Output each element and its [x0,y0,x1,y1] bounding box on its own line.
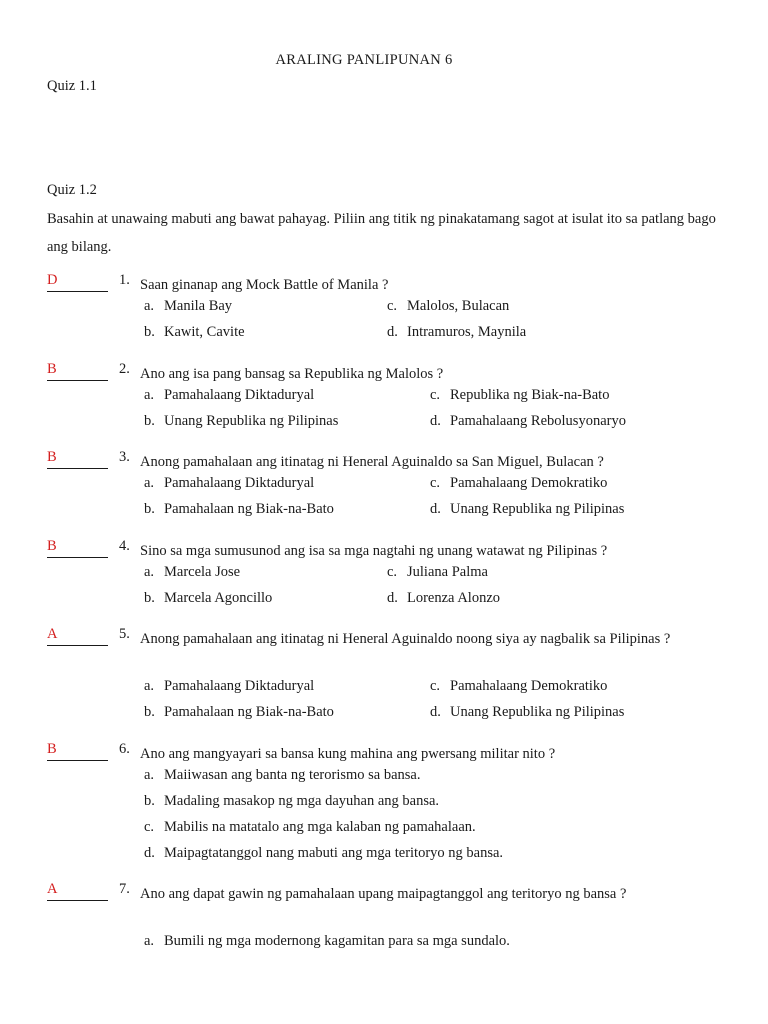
option-a [144,298,232,315]
option-c [387,298,509,315]
option-d [430,413,626,430]
option-letter: b. [144,413,155,429]
option-text: Mabilis na matatalo ang mga kalaban ng pamahalaan. [164,819,476,835]
option-b [144,501,334,518]
option-text: Pamahalaang Rebolusyonaryo [450,413,626,429]
question-number: 2. [119,361,130,377]
question-text: Anong pamahalaan ang itinatag ni Heneral Aguinaldo noong siya ay nagbalik sa Pilipinas ? [140,631,671,647]
option-letter: d. [430,704,441,720]
option-d [430,501,624,518]
option-b [144,324,245,341]
question-text: Anong pamahalaan ang itinatag ni Heneral Aguinaldo sa San Miguel, Bulacan ? [140,454,604,470]
option-text: Maiiwasan ang banta ng terorismo sa bansa. [164,767,421,783]
option-d [387,324,526,341]
option-text: Malolos, Bulacan [407,298,510,314]
option-a [144,678,314,695]
answer-blank: B [47,361,108,381]
option-letter: b. [144,324,155,340]
option-a [144,933,510,950]
option-a [144,767,421,784]
option-letter: a. [144,475,155,491]
page-title: ARALING PANLIPUNAN 6 [275,52,453,68]
option-text: Intramuros, Maynila [407,324,527,340]
option-text: Pamahalaang Diktaduryal [164,678,315,694]
question-text: Ano ang isa pang bansag sa Republika ng Malolos ? [140,366,444,382]
option-text: Madaling masakop ng mga dayuhan ang bansa. [164,793,440,809]
option-a [144,387,314,404]
option-c [430,678,607,695]
answer-blank: A [47,881,108,901]
option-text: Juliana Palma [407,564,488,580]
option-c [430,475,607,492]
question-number: 1. [119,272,130,288]
option-text: Marcela Jose [164,564,241,580]
answer-blank: A [47,626,108,646]
option-text: Pamahalaang Demokratiko [450,475,608,491]
option-letter: c. [430,387,441,403]
option-text: Pamahalaang Diktaduryal [164,475,315,491]
question-number: 3. [119,449,130,465]
quiz-1-1-label: Quiz 1.1 [47,78,97,94]
option-letter: b. [144,501,155,517]
option-c [430,387,609,404]
option-letter: c. [430,678,441,694]
option-letter: c. [430,475,441,491]
question-text: Saan ginanap ang Mock Battle of Manila ? [140,277,389,293]
question-number: 4. [119,538,130,554]
option-text: Bumili ng mga modernong kagamitan para sa mga sundalo. [164,933,510,949]
option-letter: c. [144,819,155,835]
option-letter: c. [387,298,398,314]
question-number: 7. [119,881,130,897]
option-letter: b. [144,590,155,606]
option-letter: a. [144,298,155,314]
option-b [144,704,334,721]
question-number: 5. [119,626,130,642]
option-d [144,845,503,862]
question-number: 6. [119,741,130,757]
option-letter: a. [144,387,155,403]
option-letter: d. [144,845,155,861]
option-text: Republika ng Biak-na-Bato [450,387,610,403]
option-letter: d. [430,501,441,517]
option-a [144,564,240,581]
option-text: Manila Bay [164,298,233,314]
option-text: Kawit, Cavite [164,324,245,340]
answer-blank: B [47,538,108,558]
answer-blank: B [47,741,108,761]
option-text: Unang Republika ng Pilipinas [164,413,339,429]
question-text: Ano ang mangyayari sa bansa kung mahina ang pwersang militar nito ? [140,746,556,762]
question-text: Ano ang dapat gawin ng pamahalaan upang maipagtanggol ang teritoryo ng bansa ? [140,886,627,902]
option-text: Pamahalaang Diktaduryal [164,387,315,403]
option-d [387,590,500,607]
option-letter: b. [144,793,155,809]
option-letter: d. [387,324,398,340]
option-b [144,590,272,607]
option-c [387,564,488,581]
option-text: Pamahalaan ng Biak-na-Bato [164,501,334,517]
option-letter: a. [144,933,155,949]
option-letter: a. [144,678,155,694]
option-text: Pamahalaan ng Biak-na-Bato [164,704,334,720]
option-d [430,704,624,721]
option-c [144,819,476,836]
option-text: Marcela Agoncillo [164,590,273,606]
option-text: Lorenza Alonzo [407,590,501,606]
option-text: Unang Republika ng Pilipinas [450,501,625,517]
option-letter: c. [387,564,398,580]
option-letter: b. [144,704,155,720]
option-b [144,413,338,430]
answer-blank: B [47,449,108,469]
option-letter: d. [387,590,398,606]
option-letter: d. [430,413,441,429]
question-text: Sino sa mga sumusunod ang isa sa mga nagtahi ng unang watawat ng Pilipinas ? [140,543,608,559]
quiz-1-2-label: Quiz 1.2 [47,182,97,198]
option-text: Pamahalaang Demokratiko [450,678,608,694]
instructions: Basahin at unawaing mabuti ang bawat pahayag. Piliin ang titik ng pinakatamang sagot at isulat ito sa patlang bago ang bilang. [47,211,716,255]
option-b [144,793,439,810]
option-a [144,475,314,492]
answer-blank: D [47,272,108,292]
option-letter: a. [144,767,155,783]
option-letter: a. [144,564,155,580]
option-text: Unang Republika ng Pilipinas [450,704,625,720]
option-text: Maipagtatanggol nang mabuti ang mga teritoryo ng bansa. [164,845,504,861]
